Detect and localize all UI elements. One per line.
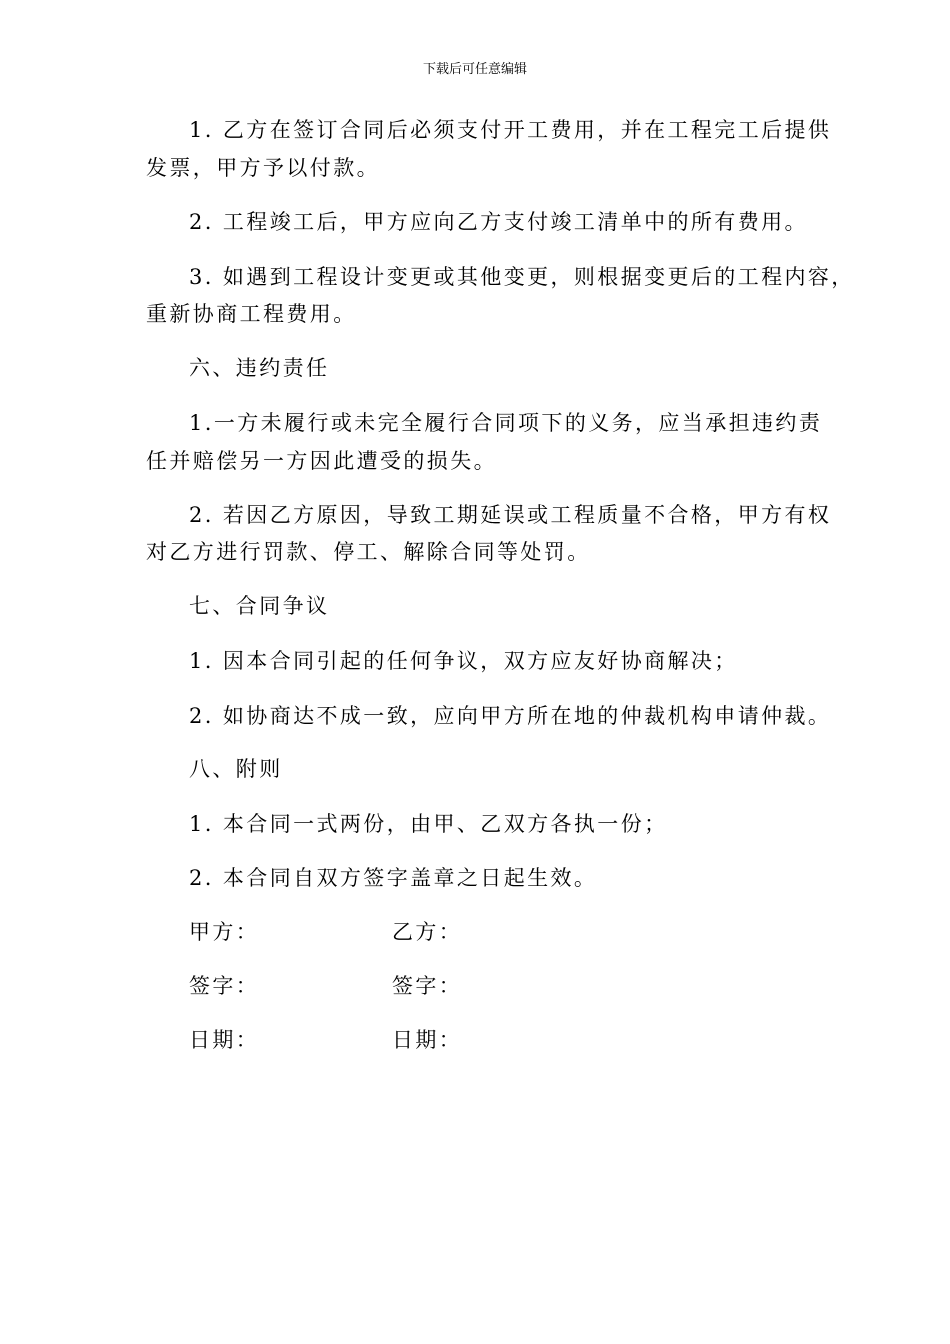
breach-item-1-line-1: 1.一方未履行或未完全履行合同项下的义务，应当承担违约责 xyxy=(189,411,823,435)
payment-item-3-line-2: 重新协商工程费用。 xyxy=(146,302,357,326)
party-a-signature-label: 签字： xyxy=(189,974,260,998)
party-b-label: 乙方： xyxy=(392,920,463,944)
payment-item-1-line-1: 1. 乙方在签订合同后必须支付开工费用，并在工程完工后提供 xyxy=(189,118,832,142)
party-a-label: 甲方： xyxy=(189,920,260,944)
page-header: 下载后可任意编辑 xyxy=(422,62,527,77)
appendix-item-2: 2. 本合同自双方签字盖章之日起生效。 xyxy=(189,866,598,890)
payment-item-1-line-2: 发票，甲方予以付款。 xyxy=(146,156,380,180)
dispute-item-2: 2. 如协商达不成一致，应向甲方所在地的仲裁机构申请仲裁。 xyxy=(189,704,832,728)
payment-item-3-line-1: 3. 如遇到工程设计变更或其他变更，则根据变更后的工程内容， xyxy=(189,265,855,289)
dispute-item-1: 1. 因本合同引起的任何争议，双方应友好协商解决； xyxy=(189,649,738,673)
section-heading-dispute: 七、合同争议 xyxy=(189,594,330,618)
payment-item-2: 2. 工程竣工后，甲方应向乙方支付竣工清单中的所有费用。 xyxy=(189,210,808,234)
appendix-item-1: 1. 本合同一式两份，由甲、乙双方各执一份； xyxy=(189,812,668,836)
section-heading-appendix: 八、附则 xyxy=(189,757,283,781)
party-b-date-label: 日期： xyxy=(392,1028,463,1052)
breach-item-2-line-1: 2. 若因乙方原因，导致工期延误或工程质量不合格，甲方有权 xyxy=(189,503,832,527)
party-b-signature-label: 签字： xyxy=(392,974,463,998)
section-heading-breach: 六、违约责任 xyxy=(189,356,330,380)
breach-item-1-line-2: 任并赔偿另一方因此遭受的损失。 xyxy=(146,449,497,473)
breach-item-2-line-2: 对乙方进行罚款、停工、解除合同等处罚。 xyxy=(146,540,591,564)
party-a-date-label: 日期： xyxy=(189,1028,260,1052)
